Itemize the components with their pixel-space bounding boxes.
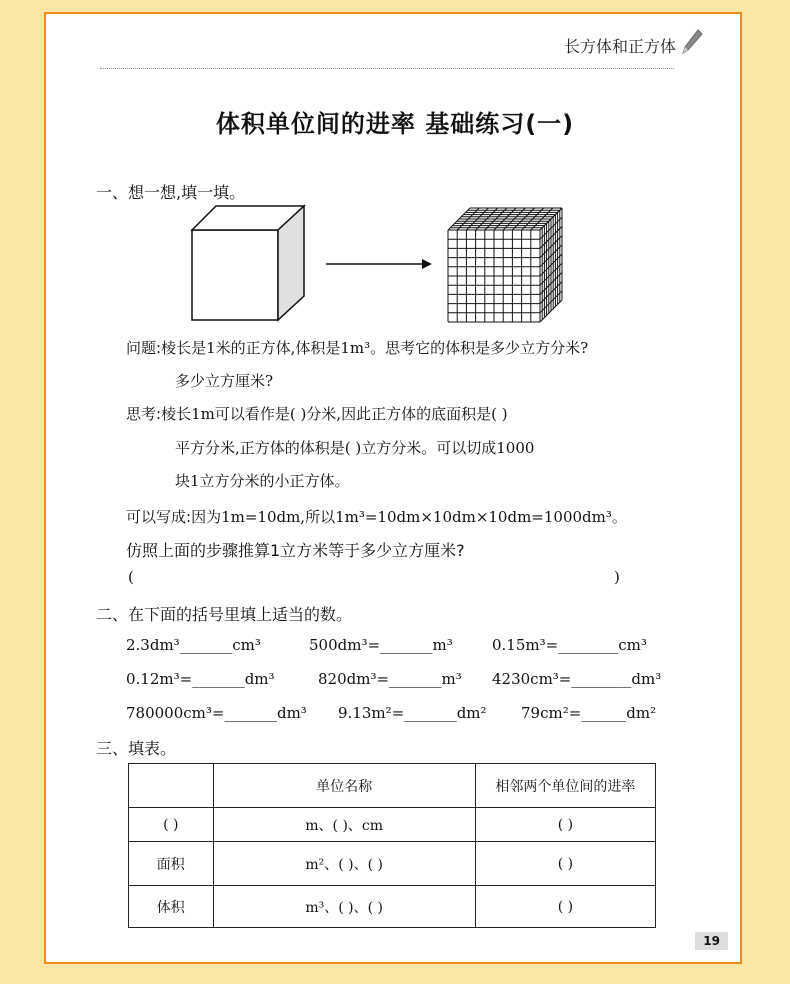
fill-item[interactable]: 9.13m²=_______dm² — [338, 704, 487, 722]
answer-close-paren: ) — [614, 568, 620, 586]
write-line: 可以写成:因为1m=10dm,所以1m³=10dm×10dm×10dm=1000dm³。 — [126, 508, 627, 526]
think-line-3: 块1立方分米的小正方体。 — [175, 472, 350, 490]
fill-item[interactable]: 500dm³=_______m³ — [309, 636, 453, 654]
fill-item[interactable]: 0.12m³=_______dm³ — [126, 670, 275, 688]
unit-table — [128, 763, 656, 928]
table-header-cell: 单位名称 — [213, 764, 475, 808]
table-row — [129, 842, 656, 886]
table-header-row — [129, 764, 656, 808]
table-cell[interactable]: m、( )、cm — [213, 808, 475, 842]
fill-item[interactable]: 0.15m³=________cm³ — [492, 636, 647, 654]
table-row — [129, 886, 656, 928]
table-cell[interactable]: ( ) — [475, 886, 655, 928]
fill-item[interactable]: 2.3dm³_______cm³ — [126, 636, 261, 654]
table-row — [129, 808, 656, 842]
section-3-heading: 三、填表。 — [96, 739, 177, 758]
fill-item[interactable]: 79cm²=______dm² — [521, 704, 657, 722]
table-cell[interactable]: m³、( )、( ) — [213, 886, 475, 928]
fill-item[interactable]: 820dm³=_______m³ — [318, 670, 462, 688]
page-title: 体积单位间的进率 基础练习(一) — [215, 110, 575, 138]
cube-diagram — [186, 200, 566, 330]
table-cell[interactable]: m²、( )、( ) — [213, 842, 475, 886]
section-1-heading: 一、想一想,填一填。 — [96, 183, 246, 202]
answer-open-paren[interactable]: ( — [128, 568, 134, 586]
think-line-2: 平方分米,正方体的体积是( )立方分米。可以切成1000 — [175, 439, 535, 457]
table-header-cell: 相邻两个单位间的进率 — [475, 764, 655, 808]
chapter-title: 长方体和正方体 — [563, 37, 676, 56]
section-2-heading: 二、在下面的括号里填上适当的数。 — [96, 605, 353, 624]
fill-item[interactable]: 4230cm³=________dm³ — [492, 670, 662, 688]
table-cell[interactable]: ( ) — [475, 842, 655, 886]
page-number: 19 — [695, 932, 728, 950]
think-line-1: 思考:棱长1m可以看作是( )分米,因此正方体的底面积是( ) — [126, 405, 508, 423]
imitate-prompt: 仿照上面的步骤推算1立方米等于多少立方厘米? — [126, 541, 465, 560]
arrow-icon — [326, 259, 432, 269]
table-header-cell — [129, 764, 214, 808]
table-cell: 面积 — [129, 842, 214, 886]
question-line-1: 问题:棱长是1米的正方体,体积是1m³。思考它的体积是多少立方分米? — [126, 339, 589, 357]
fill-item[interactable]: 780000cm³=_______dm³ — [126, 704, 307, 722]
table-cell[interactable]: ( ) — [129, 808, 214, 842]
table-cell: 体积 — [129, 886, 214, 928]
pencil-icon — [680, 28, 704, 56]
grid-cube — [448, 208, 562, 322]
question-line-2: 多少立方厘米? — [175, 372, 274, 390]
table-cell[interactable]: ( ) — [475, 808, 655, 842]
unit-cube — [192, 206, 304, 320]
header-divider — [100, 68, 674, 69]
